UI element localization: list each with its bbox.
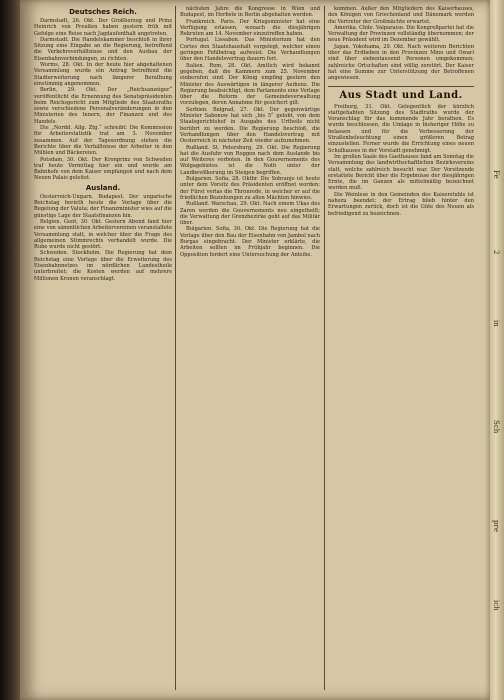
adjacent-page-edge — [490, 0, 504, 700]
article-paragraph: Im großen Saale des Gasthauses fand am Sonntag die Versammlung des landwirthschaftlichen Bezirksvereins statt, welche zahlreich besucht war. Der Vorsitzende erstattete Bericht über die Ergebnisse der diesjährigen Ernte, die im Ganzen als mittelmäßig bezeichnet werden muß. — [328, 153, 474, 192]
article-paragraph: Oesterreich-Ungarn. Budapest. Der ungarische Reichstag berieth heute die Vorlage über die Regelung der Valuta; der Finanzminister wies auf die günstige Lage der Staatsfinanzen hin. — [34, 193, 172, 219]
article-paragraph: Darmstadt, 26. Okt. Der Großherzog und Prinz Heinrich von Preußen haben gestern früh mit Gefolge eine Reise nach Jagdaufenthalt angetreten. — [34, 18, 172, 37]
article-paragraph: Amerika. Chile. Valparaiso. Die Kongreßpartei hat die Verwaltung der Provinzen vollständig übernommen; der neue Präsident wird im Dezember gewählt. — [328, 24, 474, 44]
article-paragraph: Schweden. Stockholm. Die Regierung hat dem Reichstag eine Vorlage über die Erweiterung des Eisenbahnnetzes im nördlichen Landestheile unterbreitet; die Kosten werden auf mehrere Millionen Kronen veranschlagt. — [34, 250, 172, 282]
article-paragraph: Potsdam, 30. Okt. Der Kronprinz von Schweden traf heute Vormittag hier ein und wurde am Bahnhofe von dem Kaiser empfangen und nach dem Neuen Palais geleitet. — [34, 156, 172, 182]
article-paragraph: Rußland. Warschau, 29. Okt. Nach einem Ukas des Zaren werden die Gouvernements neu eingetheilt; die Verwaltung der Grenzbezirke geht auf das Militär über. — [180, 201, 320, 227]
edge-letters: pre — [492, 520, 500, 532]
article-paragraph: Die Weinlese in den Gemeinden des Kaiserstuhls ist nahezu beendet; der Ertrag blieb hinter den Erwartungen zurück, doch ist die Güte des Neuen als befriedigend zu bezeichnen. — [328, 191, 474, 217]
column-middle — [180, 6, 320, 690]
article-paragraph: Frankreich. Paris. Der Kriegsminister hat eine Verfügung erlassen, wonach die diesjährigen Rekruten am 14. November einzutreffen haben. — [180, 18, 320, 38]
column-rule — [324, 6, 325, 690]
article-paragraph: nächsten Jahre die Kongresse in Wien und Budapest, im Herbste in Berlin abgehalten werden. — [180, 6, 320, 19]
article-paragraph: Serbien. Belgrad, 27. Okt. Der gegenwärtige Minister Sabonow hat sich „bis 5“ gelobt, von dem Staatsgerichtshof in Ausgabe des Urtheils nicht berührt zu werden. Die Regierung beschloß, die Verhandlungen über den Handelsvertrag mit Oesterreich in nächster Zeit wieder aufzunehmen. — [180, 106, 320, 145]
edge-letters: ich — [492, 600, 500, 611]
article-paragraph: Berlin, 29. Okt. Der „Reichsanzeiger“ veröffentlicht die Ernennung des Senatspräsidenten beim Reichsgericht zum Mitgliede des Staatsraths sowie verschiedene Personalveränderungen in den Ministerien des Innern, der Finanzen und des Handels. — [34, 87, 172, 125]
article-paragraph: Japan. Yokohama, 29. Okt. Nach weiteren Berichten über das Erdbeben in den Provinzen Mino und Owari sind über siebentausend Personen umgekommen; zahlreiche Ortschaften sind völlig zerstört. Der Kaiser hat eine Summe zur Unterstützung der Betroffenen angewiesen. — [328, 43, 474, 82]
section-title-deutsches-reich: Deutsches Reich. — [69, 8, 137, 16]
article-paragraph: kommen. Außer den Mitgliedern des Kaiserhauses, den Königen von Griechenland und Dänemark werden die Vertreter der Großmächte erwartet. — [328, 6, 474, 25]
column-left — [34, 6, 172, 690]
edge-letters: Sch — [492, 420, 500, 434]
edge-letters: Fe — [492, 170, 500, 179]
article-paragraph: Worms, 28. Okt. In der heute hier abgehaltenen Versammlung wurde ein Antrag betreffend die Stadterweiterung nach längerer Berathung einstimmig angenommen. — [34, 62, 172, 87]
edge-letters: in — [492, 320, 500, 327]
newspaper-page — [20, 0, 490, 700]
column-right — [328, 6, 474, 690]
edge-letters: 2 — [492, 250, 500, 255]
article-paragraph: Italien. Rom, 28. Okt. Amtlich wird bekannt gegeben, daß die Kammern zum 25. November einberufen sind. Der König empfing gestern den Minister des Auswärtigen in längerer Audienz. Die Regierung beabsichtigt, dem Parlamente eine Vorlage über die Reform der Gemeindeverwaltung vorzulegen, deren Annahme für gesichert gilt. — [180, 62, 320, 107]
section-title-ausland: Ausland. — [85, 183, 121, 192]
article-paragraph: Freiburg, 31. Okt. Gelegentlich der kürzlich stattgehabten Sitzung des Stadtraths wurde der Voranschlag für das kommende Jahr berathen. Es wurde beschlossen, die Umlage in bisheriger Höhe zu belassen und für die Verbesserung der Straßenbeleuchtung einen größeren Betrag einzustellen. Ferner wurde die Errichtung eines neuen Schulhauses in der Vorstadt genehmigt. — [328, 103, 474, 154]
article-paragraph: Bulgarien. Sofia, 28. Oktbr. Die Sobranje ist heute unter dem Vorsitz des Präsidenten eröffnet worden; der Fürst verlas die Thronrede, in welcher er auf die friedlichen Beziehungen zu allen Mächten hinwies. — [180, 176, 320, 201]
book-binding-gutter — [0, 0, 22, 700]
section-title-aus-stadt-und-land: Aus Stadt und Land. — [328, 86, 474, 101]
column-rule — [175, 6, 176, 690]
article-paragraph: Belgien. Gent, 30. Okt. Gestern Abend fand hier eine von sämmtlichen Arbeitervereinen veranstaltete Versammlung statt, in welcher über die Frage des allgemeinen Stimmrechts verhandelt wurde. Die Ruhe wurde nicht gestört. — [34, 218, 172, 251]
article-paragraph: Bulgarien. Sofia, 30. Okt. Die Regierung hat die Vorlage über den Bau der Eisenbahn von Jambol nach Burgas eingebracht. Der Minister erklärte, die Arbeiten sollten im Frühjahr beginnen. Die Opposition fordert eine Untersuchung der Anleihe. — [180, 226, 320, 258]
article-paragraph: Darmstadt. Die Handelskammer beschloß in ihrer Sitzung eine Eingabe an die Regierung, betreffend die Verkehrsverhältnisse und den Ausbau der Eisenbahnverbindungen, zu richten. — [34, 36, 172, 62]
article-paragraph: Rußland. St. Petersburg, 29. Okt. Die Regierung hat die Ausfuhr von Roggen nach dem Auslande bis auf Weiteres verboten. In den Gouvernements des Wolgagebietes ist die Noth unter der Landbevölkerung im Steigen begriffen. — [180, 144, 320, 176]
article-paragraph: Die „Nordd. Allg. Ztg.“ schreibt: Die Kommission für Arbeiterstatistik trat am 3. November zusammen. Auf der Tagesordnung stehen die Berichte über die Verhältnisse der Arbeiter in den Mühlen und Bäckereien. — [34, 125, 172, 157]
article-paragraph: Portugal. Lissabon. Das Ministerium hat den Cortes den Staatshaushalt vorgelegt, welcher einen geringen Fehlbetrag aufweist. Die Verhandlungen über den Handelsvertrag dauern fort. — [180, 37, 320, 63]
